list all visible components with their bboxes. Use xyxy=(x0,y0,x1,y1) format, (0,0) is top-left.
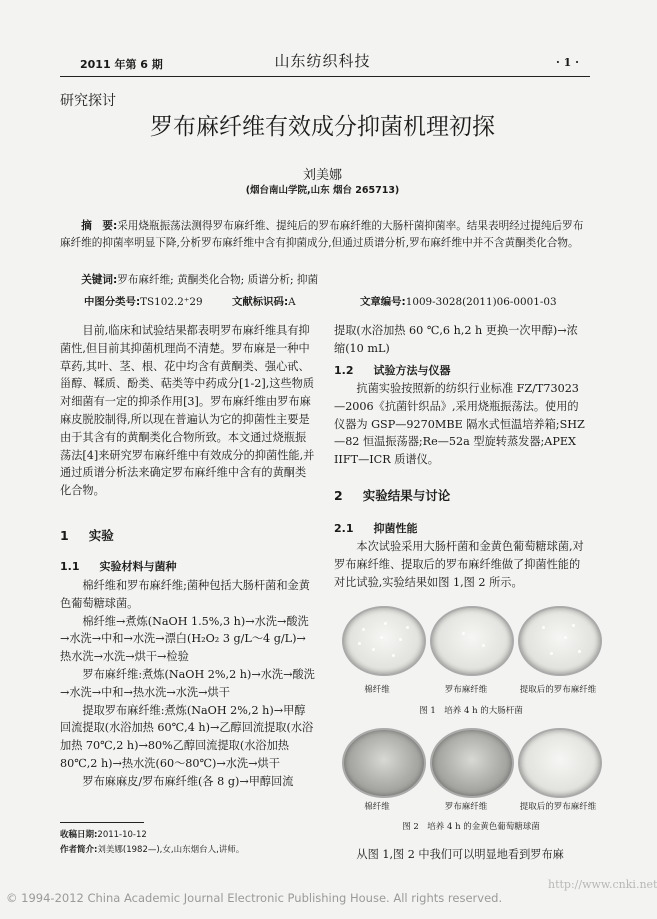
received-date xyxy=(60,828,147,840)
received-value: 2011-10-12 xyxy=(97,830,147,840)
author-bio xyxy=(60,843,244,855)
author-name: 刘美娜 xyxy=(302,168,342,183)
closing-line xyxy=(334,846,589,864)
figure-1 xyxy=(336,604,606,674)
right-column-top xyxy=(334,322,589,358)
fig2-label-3: 提取后的罗布麻纤维 xyxy=(519,802,597,812)
section-1-2-number: 1.2 xyxy=(334,364,354,377)
fig1-label-2: 罗布麻纤维 xyxy=(444,685,488,695)
received-label: 收稿日期: xyxy=(60,830,98,840)
clc-number xyxy=(84,293,203,308)
section-2-1-heading xyxy=(334,520,418,536)
footnote-rule xyxy=(60,822,144,823)
keywords xyxy=(60,272,590,287)
author-bio-label: 作者简介: xyxy=(60,845,98,855)
petri-dish-apocynum xyxy=(430,606,514,676)
petri-dish-cotton-2 xyxy=(342,728,426,798)
extract-continued: 提取(水浴加热 60 ℃,6 h,2 h 更换一次甲醇)→浓缩(10 mL) xyxy=(334,324,578,355)
issue-label: 2011 年第 6 期 xyxy=(80,58,163,71)
article-number xyxy=(360,293,557,308)
section-2-heading xyxy=(334,486,450,504)
figure-2 xyxy=(336,726,606,796)
fig1-label-3: 提取后的罗布麻纤维 xyxy=(519,685,597,695)
section-1-2-heading xyxy=(334,362,451,378)
cnki-watermark: http://www.cnki.net xyxy=(548,878,657,891)
section-1-title: 实验 xyxy=(88,528,114,543)
fig2-label-2: 罗布麻纤维 xyxy=(444,802,488,812)
methods-block xyxy=(334,380,589,469)
materials-text: 棉纤维和罗布麻纤维;菌种包括大肠杆菌和金黄色葡萄糖球菌。 xyxy=(60,579,310,610)
header-rule xyxy=(60,76,590,77)
doc-value: A xyxy=(288,296,296,308)
section-1-number: 1 xyxy=(60,528,69,543)
section-tag: 研究探讨 xyxy=(60,93,116,109)
affiliation: (烟台南山学院,山东 烟台 265713) xyxy=(245,185,400,196)
keywords-label: 关键词: xyxy=(81,274,118,286)
petri-dish-extracted-2 xyxy=(518,728,602,798)
section-2-number: 2 xyxy=(334,488,343,503)
results-block xyxy=(334,538,589,591)
petri-dish-cotton xyxy=(342,606,426,676)
abstract-label: 摘 要: xyxy=(81,220,118,232)
clc-label: 中图分类号: xyxy=(84,296,141,308)
section-1-heading xyxy=(60,526,114,544)
doc-code xyxy=(232,293,296,308)
paper-title: 罗布麻纤维有效成分抑菌机理初探 xyxy=(150,114,495,140)
copyright-notice: © 1994-2012 China Academic Journal Electronic Publishing House. All rights reserved. xyxy=(6,891,503,905)
fig2-label-1: 棉纤维 xyxy=(364,802,390,812)
section-1-2-title: 试验方法与仪器 xyxy=(373,364,451,377)
intro-paragraph: 目前,临床和试验结果都表明罗布麻纤维具有抑菌性,但目前其抑菌机理尚不清楚。罗布麻是一种中草药,其叶、茎、根、花中均含有黄酮类、强心甙、甾醇、鞣质、酚类、萜类等中药成分[1-2],这些物质对细菌有一定的抑杀作用[3]。罗布麻纤维由罗布麻麻皮脱胶制得,所以现在普遍认为它的抑菌性主要是由于其含有的黄酮类化合物所致。本文通过烧瓶振荡法[4]来研究罗布麻纤维中有效成分的抑菌性能,并通过质谱分析法来确定罗布麻纤维中含有的黄酮类化合物。 xyxy=(60,324,315,498)
section-1-1-title: 实验材料与菌种 xyxy=(99,560,177,573)
closing-text: 从图 1,图 2 中我们可以明显地看到罗布麻 xyxy=(356,848,564,861)
page-number: · 1 · xyxy=(556,56,579,69)
section-1-1-number: 1.1 xyxy=(60,560,80,573)
petri-dish-apocynum-2 xyxy=(430,728,514,798)
methods-text: 抗菌实验按照新的纺织行业标准 FZ/T73023—2006《抗菌针织品》,采用烧瓶振荡法。使用的仪器为 GSP—9270MBE 隔水式恒温培养箱;SHZ—82 恒温振荡器;Re—52a 型旋转蒸发器;APEX IIFT—ICR 质谱仪。 xyxy=(334,382,585,467)
process-bark: 罗布麻麻皮/罗布麻纤维(各 8 g)→甲醇回流 xyxy=(82,774,294,788)
keywords-text: 罗布麻纤维; 黄酮类化合物; 质谱分析; 抑菌 xyxy=(117,274,319,286)
section-2-title: 实验结果与讨论 xyxy=(362,488,451,503)
section-2-1-title: 抑菌性能 xyxy=(373,522,418,535)
author-bio-text: 刘美娜(1982—),女,山东烟台人,讲师。 xyxy=(97,845,245,855)
article-label: 文章编号: xyxy=(360,296,406,308)
fig1-label-1: 棉纤维 xyxy=(364,685,390,695)
doc-label: 文献标识码: xyxy=(232,296,289,308)
abstract xyxy=(60,218,590,252)
process-extract: 提取罗布麻纤维:煮炼(NaOH 2%,2 h)→甲醇回流提取(水浴加热 60℃,4 h)→乙醇回流提取(水浴加热 70℃,2 h)→80%乙醇回流提取(水浴加热 80℃,2 h)→热水洗(60～80℃)→水洗→烘干 xyxy=(60,703,314,770)
clc-value: TS102.2⁺29 xyxy=(140,296,203,308)
process-apocynum: 罗布麻纤维:煮炼(NaOH 2%,2 h)→水洗→酸洗→水洗→中和→热水洗→水洗→烘干 xyxy=(60,667,315,699)
materials-block xyxy=(60,577,315,791)
figure-2-caption: 图 2 培养 4 h 的金黄色葡萄糖球菌 xyxy=(402,822,540,832)
article-value: 1009-3028(2011)06-0001-03 xyxy=(405,296,557,308)
journal-name: 山东纺织科技 xyxy=(274,52,371,70)
petri-dish-extracted xyxy=(518,606,602,676)
left-column xyxy=(60,322,315,500)
section-1-1-heading xyxy=(60,558,177,574)
figure-1-caption: 图 1 培养 4 h 的大肠杆菌 xyxy=(419,706,523,716)
abstract-text: 采用烧瓶振荡法测得罗布麻纤维、提纯后的罗布麻纤维的大肠杆菌抑菌率。结果表明经过提纯后罗布麻纤维的抑菌率明显下降,分析罗布麻纤维中含有抑菌成分,但通过质谱分析,罗布麻纤维中并不含黄酮类化合物。 xyxy=(60,220,584,249)
results-text: 本次试验采用大肠杆菌和金黄色葡萄糖球菌,对罗布麻纤维、提取后的罗布麻纤维做了抑菌性能的对比试验,实验结果如图 1,图 2 所示。 xyxy=(334,540,584,589)
section-2-1-number: 2.1 xyxy=(334,522,354,535)
process-cotton: 棉纤维→煮炼(NaOH 1.5%,3 h)→水洗→酸洗→水洗→中和→水洗→漂白(H₂O₂ 3 g/L～4 g/L)→热水洗→水洗→烘干→检验 xyxy=(60,614,309,664)
